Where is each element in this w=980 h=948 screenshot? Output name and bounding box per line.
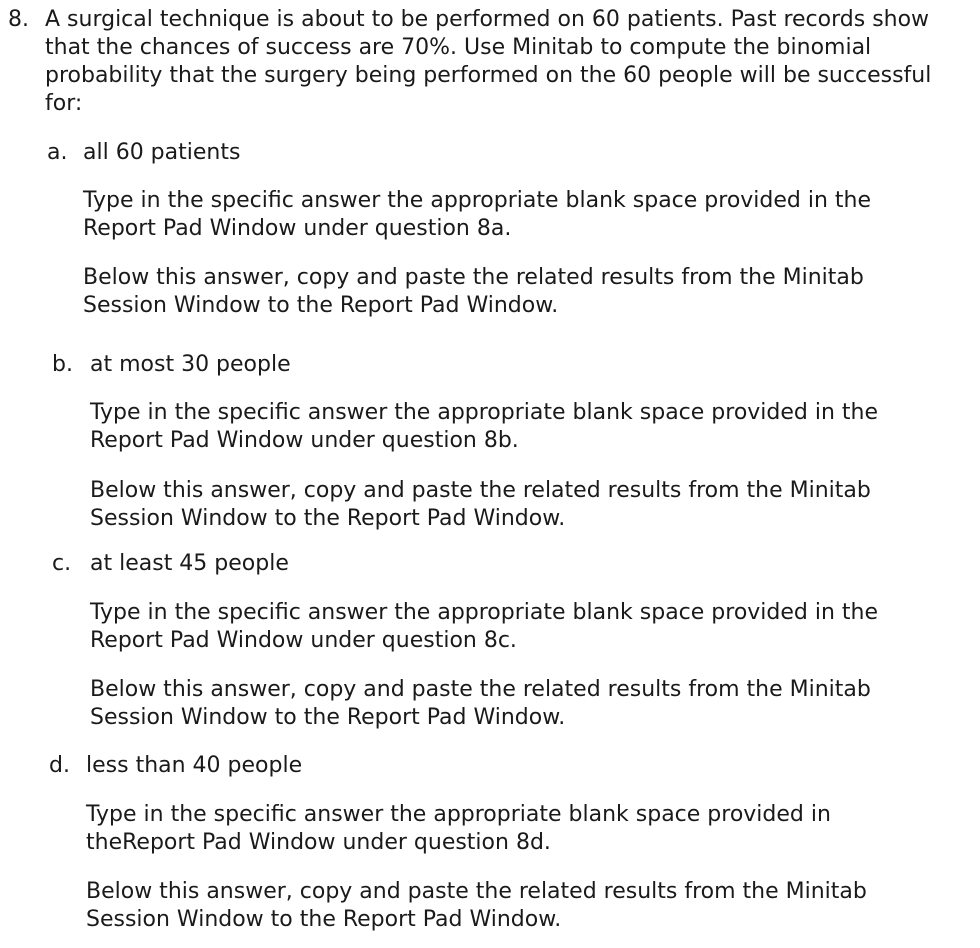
paste-line: Below this answer, copy and paste the related results from the Minitab	[90, 677, 871, 702]
part-c-instruction	[90, 599, 878, 655]
question-number: 8.	[8, 7, 29, 32]
question-line: A surgical technique is about to be performed on 60 patients. Past records show	[45, 7, 930, 32]
part-a-paste	[83, 264, 864, 320]
instruction-line: Report Pad Window under question 8b.	[90, 428, 519, 453]
part-b-paste	[90, 477, 871, 533]
part-label: less than 40 people	[86, 753, 303, 778]
paste-line: Session Window to the Report Pad Window.	[90, 705, 566, 730]
paste-line: Session Window to the Report Pad Window.	[83, 293, 559, 318]
question-line: for:	[45, 91, 83, 116]
part-label: at least 45 people	[90, 551, 289, 576]
paste-line: Below this answer, copy and paste the related results from the Minitab	[86, 879, 867, 904]
instruction-line: Report Pad Window under question 8a.	[83, 216, 512, 241]
part-c	[0, 550, 289, 578]
instruction-line: Type in the specific answer the appropriate blank space provided in	[86, 802, 831, 827]
paste-line: Below this answer, copy and paste the related results from the Minitab	[90, 478, 871, 503]
part-d	[0, 752, 302, 780]
instruction-line: Type in the specific answer the appropriate blank space provided in the	[90, 400, 879, 425]
paste-line: Session Window to the Report Pad Window.	[90, 506, 566, 531]
part-d-instruction	[86, 801, 831, 857]
instruction-line: Report Pad Window under question 8c.	[90, 628, 517, 653]
question-8	[0, 6, 980, 118]
instruction-line: Type in the specific answer the appropriate blank space provided in the	[83, 188, 872, 213]
part-c-paste	[90, 676, 871, 732]
paste-line: Session Window to the Report Pad Window.	[86, 907, 562, 932]
part-letter: b.	[52, 352, 73, 377]
part-letter: a.	[47, 140, 68, 165]
part-label: all 60 patients	[83, 140, 241, 165]
part-letter: d.	[49, 753, 70, 778]
question-line: that the chances of success are 70%. Use Minitab to compute the binomial	[45, 35, 872, 60]
question-line: probability that the surgery being performed on the 60 people will be successful	[45, 63, 932, 88]
part-a	[0, 139, 240, 167]
paste-line: Below this answer, copy and paste the related results from the Minitab	[83, 265, 864, 290]
question-stem	[45, 6, 980, 118]
part-a-instruction	[83, 187, 871, 243]
instruction-line: theReport Pad Window under question 8d.	[86, 830, 551, 855]
instruction-line: Type in the specific answer the appropriate blank space provided in the	[90, 600, 879, 625]
part-d-paste	[86, 878, 867, 934]
part-letter: c.	[52, 551, 72, 576]
part-b	[0, 351, 291, 379]
part-b-instruction	[90, 399, 878, 455]
part-label: at most 30 people	[90, 352, 291, 377]
